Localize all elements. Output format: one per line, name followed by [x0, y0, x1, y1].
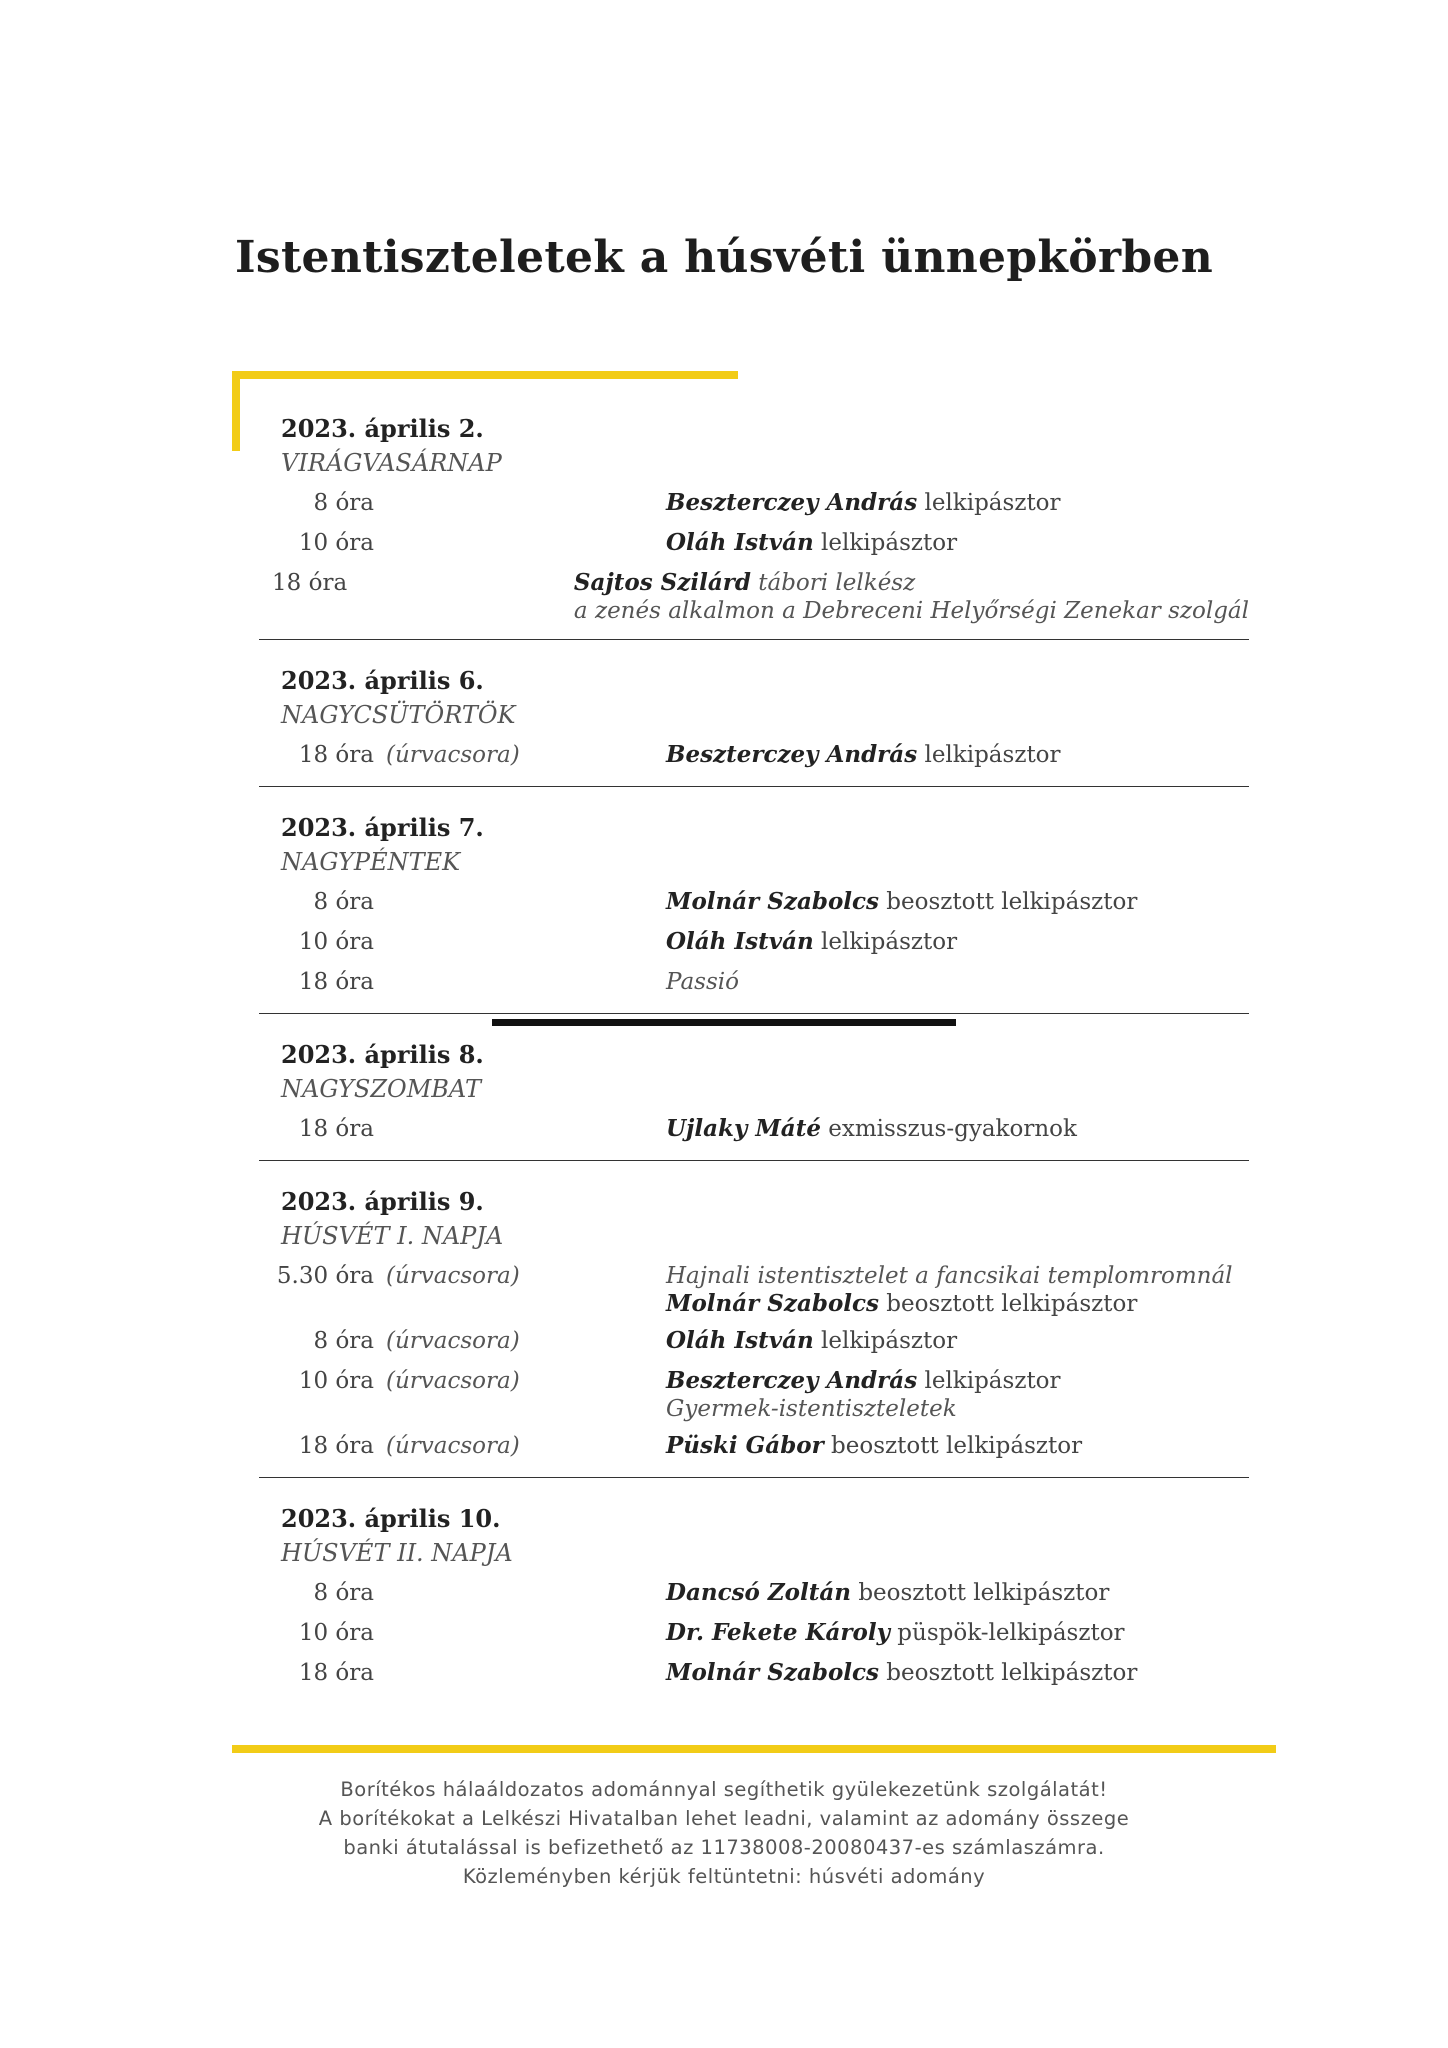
service-row — [259, 1112, 1249, 1146]
service-schedule — [259, 412, 1249, 1728]
donation-note — [0, 1775, 1448, 1891]
service-time: 10 óra — [298, 929, 374, 955]
minister-name: Sajtos Szilárd — [573, 569, 751, 596]
service-line — [666, 1327, 1249, 1355]
minister-name: Oláh István — [666, 529, 814, 556]
minister-role: lelkipásztor — [924, 742, 1061, 768]
day-name: HÚSVÉT I. NAPJA — [281, 1222, 504, 1250]
day-date: 2023. április 7. — [281, 813, 484, 842]
day-name: NAGYCSÜTÖRTÖK — [281, 701, 516, 729]
service-time: 10 óra — [298, 530, 374, 556]
minister-name: Dancsó Zoltán — [666, 1579, 851, 1606]
footer-line: A borítékokat a Lelkészi Hivatalban lehet leadni, valamint az adomány összege — [318, 1807, 1130, 1830]
service-time: 10 óra — [298, 1620, 374, 1646]
service-row — [259, 1576, 1249, 1610]
service-info — [666, 526, 1249, 557]
service-line — [666, 1659, 1249, 1687]
minister-name: Beszterczey András — [666, 1367, 918, 1394]
minister-role: lelkipásztor — [821, 530, 958, 556]
service-row — [259, 738, 1249, 772]
service-line — [574, 597, 1249, 625]
footer-line: Borítékos hálaáldozatos adománnyal segíthetik gyülekezetünk szolgálatát! — [340, 1778, 1108, 1801]
service-time: 18 óra — [298, 1433, 374, 1459]
service-note: (úrvacsora) — [386, 1368, 520, 1394]
service-line — [666, 1579, 1249, 1607]
service-info — [666, 1429, 1249, 1460]
service-row — [259, 1324, 1249, 1358]
service-row — [259, 1656, 1249, 1690]
minister-role: beosztott lelkipásztor — [831, 1433, 1083, 1459]
service-info — [666, 1616, 1249, 1647]
accent-bar-bottom — [232, 1745, 1276, 1753]
accent-bar-corner — [232, 371, 240, 451]
day-date: 2023. április 10. — [281, 1504, 501, 1533]
minister-name: Molnár Szabolcs — [666, 1659, 879, 1686]
day-date: 2023. április 9. — [281, 1187, 484, 1216]
service-time: 18 óra — [298, 1116, 374, 1142]
service-info — [574, 566, 1249, 625]
service-row — [259, 885, 1249, 919]
service-description: Gyermek-istentiszteletek — [666, 1396, 957, 1422]
minister-role: lelkipásztor — [821, 1328, 958, 1354]
service-row — [259, 925, 1249, 959]
service-row — [259, 1616, 1249, 1650]
service-line — [666, 1115, 1249, 1143]
service-time: 18 óra — [272, 570, 348, 596]
day-date: 2023. április 6. — [281, 666, 484, 695]
service-row — [259, 1429, 1249, 1463]
minister-role: lelkipásztor — [821, 929, 958, 955]
service-description: Passió — [666, 969, 739, 995]
minister-name: Oláh István — [666, 928, 814, 955]
page-title: Istentiszteletek a húsvéti ünnepkörben — [234, 232, 1213, 283]
minister-role: lelkipásztor — [924, 490, 1061, 516]
minister-role: beosztott lelkipásztor — [886, 889, 1138, 915]
day-name: HÚSVÉT II. NAPJA — [281, 1539, 513, 1567]
minister-role: beosztott lelkipásztor — [886, 1291, 1138, 1317]
service-time: 8 óra — [313, 1328, 374, 1354]
service-line — [666, 1262, 1249, 1290]
day-section — [259, 1185, 1249, 1478]
service-note: (úrvacsora) — [386, 742, 520, 768]
minister-role: beosztott lelkipásztor — [886, 1660, 1138, 1686]
service-time: 8 óra — [313, 1580, 374, 1606]
service-note: (úrvacsora) — [386, 1263, 520, 1289]
service-info — [666, 1259, 1249, 1318]
service-info — [666, 925, 1249, 956]
minister-name: Beszterczey András — [666, 489, 918, 516]
service-line — [666, 888, 1249, 916]
minister-name: Püski Gábor — [666, 1432, 824, 1459]
service-line — [666, 1619, 1249, 1647]
day-date: 2023. április 8. — [281, 1040, 484, 1069]
service-time: 5.30 óra — [276, 1263, 374, 1289]
service-time: 8 óra — [313, 889, 374, 915]
service-row — [259, 1259, 1249, 1318]
day-section — [259, 1038, 1249, 1161]
service-info — [666, 486, 1249, 517]
service-description: Hajnali istentisztelet a fancsikai templomromnál — [666, 1263, 1233, 1289]
day-name: NAGYPÉNTEK — [281, 848, 461, 876]
service-time: 18 óra — [298, 1660, 374, 1686]
service-info — [666, 1324, 1249, 1355]
service-row — [259, 566, 1249, 625]
footer-line: banki átutalással is befizethető az 11738008-20080437-es számlaszámra. — [343, 1836, 1105, 1859]
service-line — [666, 928, 1249, 956]
service-line — [666, 1395, 1249, 1423]
day-section — [259, 412, 1249, 640]
service-note: (úrvacsora) — [386, 1328, 520, 1354]
service-line — [666, 1367, 1249, 1395]
service-note: (úrvacsora) — [386, 1433, 520, 1459]
service-info — [666, 885, 1249, 916]
service-line — [666, 489, 1249, 517]
minister-name: Molnár Szabolcs — [666, 1290, 879, 1317]
service-line — [666, 529, 1249, 557]
minister-name: Ujlaky Máté — [666, 1115, 821, 1142]
service-line — [666, 1290, 1249, 1318]
minister-role: tábori lelkész — [758, 570, 916, 596]
service-row — [259, 486, 1249, 520]
minister-role: püspök-lelkipásztor — [897, 1620, 1125, 1646]
service-time: 10 óra — [298, 1368, 374, 1394]
day-name: VIRÁGVASÁRNAP — [281, 449, 502, 477]
service-description: a zenés alkalmon a Debreceni Helyőrségi Zenekar szolgál — [573, 598, 1249, 624]
day-section — [259, 811, 1249, 1014]
service-info — [666, 1112, 1249, 1143]
day-section — [259, 1502, 1249, 1704]
minister-name: Dr. Fekete Károly — [666, 1619, 890, 1646]
accent-bar-top — [232, 371, 738, 379]
service-time: 18 óra — [298, 969, 374, 995]
divider-accent-dark — [492, 1019, 956, 1026]
minister-name: Beszterczey András — [666, 741, 918, 768]
service-info — [666, 1576, 1249, 1607]
minister-name: Molnár Szabolcs — [666, 888, 879, 915]
service-line — [666, 968, 1249, 996]
service-row — [259, 526, 1249, 560]
service-info — [666, 965, 1249, 996]
minister-role: beosztott lelkipásztor — [858, 1580, 1110, 1606]
service-row — [259, 1364, 1249, 1423]
service-row — [259, 965, 1249, 999]
minister-role: exmisszus-gyakornok — [828, 1116, 1077, 1142]
service-info — [666, 1656, 1249, 1687]
service-line — [666, 741, 1249, 769]
service-time: 18 óra — [298, 742, 374, 768]
day-name: NAGYSZOMBAT — [281, 1075, 481, 1103]
footer-line: Közleményben kérjük feltüntetni: húsvéti adomány — [462, 1865, 986, 1888]
day-date: 2023. április 2. — [281, 414, 484, 443]
service-line — [574, 569, 1249, 597]
service-info — [666, 1364, 1249, 1423]
service-line — [666, 1432, 1249, 1460]
service-info — [666, 738, 1249, 769]
day-section — [259, 664, 1249, 787]
minister-name: Oláh István — [666, 1327, 814, 1354]
service-time: 8 óra — [313, 490, 374, 516]
minister-role: lelkipásztor — [924, 1368, 1061, 1394]
